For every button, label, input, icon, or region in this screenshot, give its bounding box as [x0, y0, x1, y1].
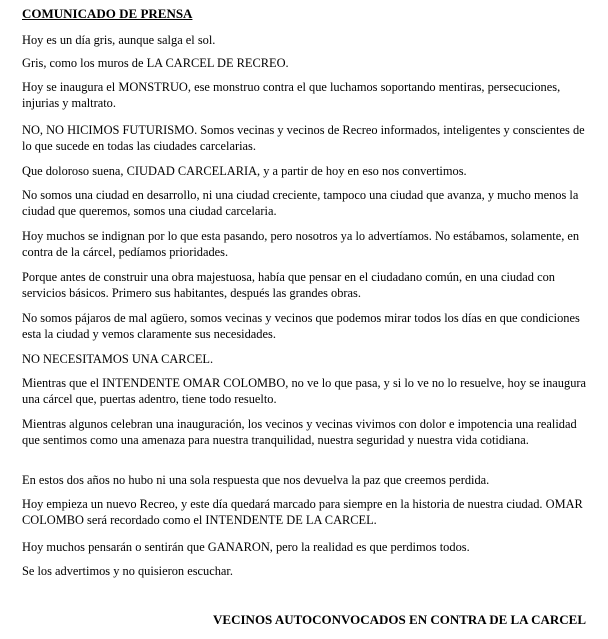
paragraph-11: Mientras que el INTENDENTE OMAR COLOMBO, no ve lo que pasa, y si lo ve no lo resuelve, hoy se inaugura una cárcel que, puertas adentro, tiene todo resuelto.: [22, 376, 587, 406]
paragraph-3: Hoy se inaugura el MONSTRUO, ese monstruo contra el que luchamos soportando mentiras, persecuciones, injurias y maltrato.: [22, 80, 561, 110]
press-release-title: COMUNICADO DE PRENSA: [22, 6, 193, 21]
paragraph-10: NO NECESITAMOS UNA CARCEL.: [22, 352, 214, 366]
paragraph-9: No somos pájaros de mal agüero, somos vecinas y vecinos que podemos mirar todos los días en que condiciones esta la ciudad y vemos claramente sus necesidades.: [22, 311, 580, 341]
paragraph-13: En estos dos años no hubo ni una sola respuesta que nos devuelva la paz que creemos perdida.: [22, 473, 490, 487]
paragraph-5: Que doloroso suena, CIUDAD CARCELARIA, y a partir de hoy en eso nos convertimos.: [22, 164, 467, 178]
paragraph-2: Gris, como los muros de LA CARCEL DE RECREO.: [22, 56, 289, 70]
paragraph-12: Mientras algunos celebran una inauguración, los vecinos y vecinas vivimos con dolor e impotencia una realidad que sentimos como una amenaza para nuestra tranquilidad, nuestra seguridad y nuestra vida cotidiana.: [22, 417, 577, 447]
paragraph-8: Porque antes de construir una obra majestuosa, había que pensar en el ciudadano común, en una ciudad con servicios básicos. Primero sus habitantes, después las grandes obras.: [22, 270, 555, 300]
paragraph-7: Hoy muchos se indignan por lo que esta pasando, pero nosotros ya lo advertíamos. No estábamos, solamente, en contra de la cárcel, pedíamos prioridades.: [22, 229, 580, 259]
paragraph-1: Hoy es un día gris, aunque salga el sol.: [22, 33, 216, 47]
signature: VECINOS AUTOCONVOCADOS EN CONTRA DE LA CARCEL: [213, 612, 586, 627]
paragraph-15: Hoy muchos pensarán o sentirán que GANARON, pero la realidad es que perdimos todos.: [22, 540, 470, 554]
paragraph-4: NO, NO HICIMOS FUTURISMO. Somos vecinas y vecinos de Recreo informados, inteligentes y conscientes de lo que sucede en todas las ciudades carcelarias.: [22, 123, 585, 153]
paragraph-14: Hoy empieza un nuevo Recreo, y este día quedará marcado para siempre en la historia de nuestra ciudad. OMAR COLOMBO será recordado como el INTENDENTE DE LA CARCEL.: [22, 497, 583, 527]
paragraph-6: No somos una ciudad en desarrollo, ni una ciudad creciente, tampoco una ciudad que avanza, y mucho menos la ciudad que queremos, somos una ciudad carcelaria.: [22, 188, 579, 218]
paragraph-16: Se los advertimos y no quisieron escuchar.: [22, 564, 233, 578]
